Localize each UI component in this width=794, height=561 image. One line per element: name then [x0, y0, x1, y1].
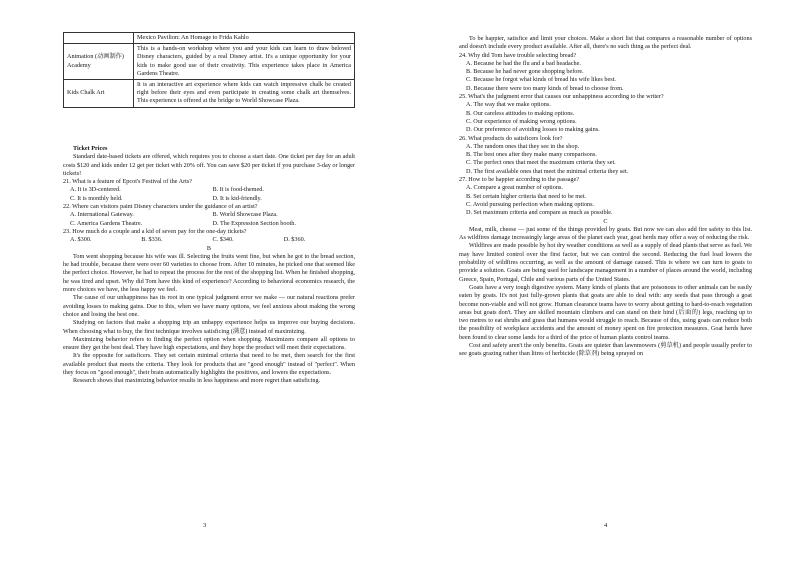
- option[interactable]: D. $360.: [283, 236, 306, 244]
- right-column: [459, 35, 752, 359]
- option[interactable]: C. Our experience of making wrong options.: [466, 117, 577, 125]
- option[interactable]: C. Avoid pursuing perfection when making options.: [466, 200, 595, 208]
- left-column: [63, 145, 355, 386]
- option[interactable]: B. It is food-themed.: [212, 186, 264, 194]
- table-row: [64, 44, 355, 80]
- option[interactable]: A. $300.: [70, 236, 92, 244]
- option[interactable]: D. Set maximum criteria and compare as much as possible.: [466, 209, 613, 217]
- options-22: [63, 211, 355, 228]
- option[interactable]: A. The random ones that they see in the shop.: [466, 142, 580, 150]
- option[interactable]: A. Compare a great number of options.: [466, 184, 563, 192]
- passage-c-paragraph: Cost and safety aren't the only benefits. Goats are quieter than lawnmowers (剪草机) and people usually prefer to see goats grazing rather than litres of herbicide (除草剂) being sprayed on: [459, 341, 752, 358]
- question-25: 25. What's the judgment error that causes our unhappiness according to the writer?: [459, 93, 664, 101]
- passage-c-paragraph: Goats have a very tough digestive system. Many kinds of plants that are poisonous to other animals can be easily eaten by goats. It's not just fully-grown plants that goats are able to deal with: any seeds that pass through a goat become non-viable and will not grow. Human clearance teams have to worry about getting to hard-to-reach vegetation areas but goats don't. They are skilled mountain climbers and can stand on their hind (后面的) legs, reaching up to two metres to eat shrubs and grass that humans would struggle to reach. Because of this, using goats can reduce both the possibility of workplace accidents and the amount of money spent on fire protection measures. Goat herds have been found to clear some lands for a third of the price of human plants control teams.: [459, 283, 752, 341]
- option[interactable]: D. The Expression Section booth.: [212, 219, 296, 227]
- option[interactable]: A. International Gateway.: [70, 211, 134, 219]
- ticket-text: Standard date-based tickets are offered, which requires you to choose a start date. One ticket per day for an adult costs $120 and kids under 12 get per ticket with 20% off. You can save $20 per ticket if you purchase 3-day or longer tickets!: [63, 153, 355, 177]
- option[interactable]: C. It is monthly held.: [70, 194, 123, 202]
- question-23: 23. How much do a couple and a kid of seven pay for the one-day tickets?: [63, 227, 247, 235]
- options-27: [459, 184, 752, 217]
- passage-b-paragraph: It's the opposite for satisficers. They set certain minimal criteria that need to be met, then search for the first available product that meets the criteria. They look for products that are "good enough" instead of "perfect". When they focus on "good enough", their brain automatically highlights the positives, and lowers the expectations.: [63, 352, 355, 377]
- passage-c-paragraph: Wildfires are made possible by hot dry weather conditions as well as a supply of dead plants that serve as fuel. We may have limited control over the first factor, but we can control the second. Reducing the fuel load lowers the probability of wildfires occurring, as well as the amount of damage caused. This is where we can turn to goats to provide a solution. Goats are being used for landscape management in a number of places around the world, including Greece, Spain, Portugal, Chile and various parts of the United States.: [459, 242, 752, 283]
- option[interactable]: B. World Showcase Plaza.: [212, 211, 278, 219]
- option[interactable]: C. $340.: [212, 236, 234, 244]
- option[interactable]: B. $336.: [141, 236, 163, 244]
- options-24: [459, 60, 752, 93]
- activity-table: [63, 32, 355, 108]
- option[interactable]: B. The best ones after they make many comparisons.: [466, 151, 597, 159]
- table-row: [64, 33, 355, 44]
- option[interactable]: D. Our preference of avoiding losses to making gains.: [466, 126, 600, 134]
- option[interactable]: D. It is kid-friendly.: [212, 194, 262, 202]
- option[interactable]: B. Set certain higher criteria that need to be met.: [466, 192, 587, 200]
- option[interactable]: C. The perfect ones that meet the maximum criteria they set.: [466, 159, 616, 167]
- option[interactable]: A. Because he had the flu and a bad headache.: [466, 59, 581, 67]
- table-cell-name: [64, 33, 134, 44]
- ticket-heading: Ticket Prices: [73, 145, 108, 152]
- section-c-label: C: [603, 217, 608, 225]
- page-number: 3: [203, 522, 207, 529]
- passage-b-paragraph: The cause of our unhappiness has its root in one typical judgment error we make — our natural reactions prefer avoiding losses to making gains. Due to this, when we have many options, we feel anxious about making the wrong choice and losing the best one.: [63, 294, 355, 318]
- table-cell-name: Animation (动画制作) Academy: [64, 44, 134, 80]
- option[interactable]: D. The first available ones that meet the minimal criteria they set.: [466, 167, 629, 175]
- passage-b-paragraph: Maximizing behavior refers to finding the perfect option when shopping. Maximizers compare all options to ensure they get the best deal. They have high expectations, and they hope the product will meet their expectations.: [63, 335, 355, 352]
- question-22: 22. Where can visitors paint Disney characters under the guidance of an artist?: [63, 203, 258, 211]
- options-25: [459, 101, 752, 134]
- option[interactable]: B. Our careless attitudes to making options.: [466, 109, 575, 117]
- table-cell-desc: It is an interactive art experience where kids can watch impressive chalk be created right before their eyes and even participate in creating some chalk art themselves. This experience is offered at the bridge to World Showcase Plaza.: [134, 80, 355, 108]
- option[interactable]: C. Because he forgot what kinds of bread his wife likes best.: [466, 76, 616, 84]
- passage-b-conclusion: To be happier, satisfice and limit your choices. Make a short list that compares a reasonable number of options and doesn't include every product available. After all, there's no such thing as the perfect deal.: [459, 35, 752, 51]
- option[interactable]: C. America Gardens Theatre.: [70, 219, 143, 227]
- question-21: 21. What is a feature of Epcot's Festival of the Arts?: [63, 178, 193, 186]
- table-cell-desc: Mexico Pavilion: An Homage to Frida Kahlo: [134, 33, 355, 44]
- table-cell-desc: This is a hands-on workshop where you and your kids can learn to draw beloved Disney characters, guided by a real Disney artist. It's a unique opportunity for your kids to make good use of their creativity. This experience takes place in America Gardens Theatre.: [134, 44, 355, 80]
- options-21: [63, 186, 355, 203]
- option[interactable]: D. Because there were too many kinds of bread to choose from.: [466, 84, 624, 92]
- right-page: [397, 0, 794, 561]
- question-27: 27. How to be happier according to the passage?: [459, 176, 580, 184]
- table-row: [64, 80, 355, 108]
- option[interactable]: A. The way that we make options.: [466, 101, 551, 109]
- options-23: [63, 236, 355, 244]
- option[interactable]: B. Because he had never gone shopping before.: [466, 68, 584, 76]
- section-b-label: B: [206, 244, 212, 252]
- question-24: 24. Why did Tom have trouble selecting bread?: [459, 51, 577, 59]
- passage-b-paragraph: Tom went shopping because his wife was ill. Selecting the fruits went fine, but when he got to the bread section, he had trouble, because there were over 60 varieties to choose from. After 10 minutes, he picked one that seemed like the perfect choice. However, he had to repeat the process for the rest of the shopping list. When he finished shopping, he was tired and upset. Why did Tom have this kind of experience? According to behavioral economics research, the more choices we have, the less happy we feel.: [63, 252, 355, 294]
- table-cell-name: Kids Chalk Art: [64, 80, 134, 108]
- question-26: 26. What products do satisficers look for?: [459, 134, 563, 142]
- passage-b-paragraph: Studying on factors that make a shopping trip an unhappy experience helps us improve our buying decisions. When choosing what to buy, the first technique involves satisficing (满意) instead of maximizing.: [63, 319, 355, 335]
- passage-c-paragraph: Meat, milk, cheese — just some of the things provided by goats. But now we can also add fire safety to this list. As wildfires damage increasingly large areas of the planet each year, goat herds may offer a way of reducing the risk.: [459, 225, 752, 242]
- page-number: 4: [604, 522, 608, 529]
- passage-b-paragraph: Research shows that maximizing behavior results in less happiness and more regret than satisficing.: [73, 377, 321, 385]
- options-26: [459, 143, 752, 176]
- option[interactable]: A. It is 3D-centered.: [70, 186, 121, 194]
